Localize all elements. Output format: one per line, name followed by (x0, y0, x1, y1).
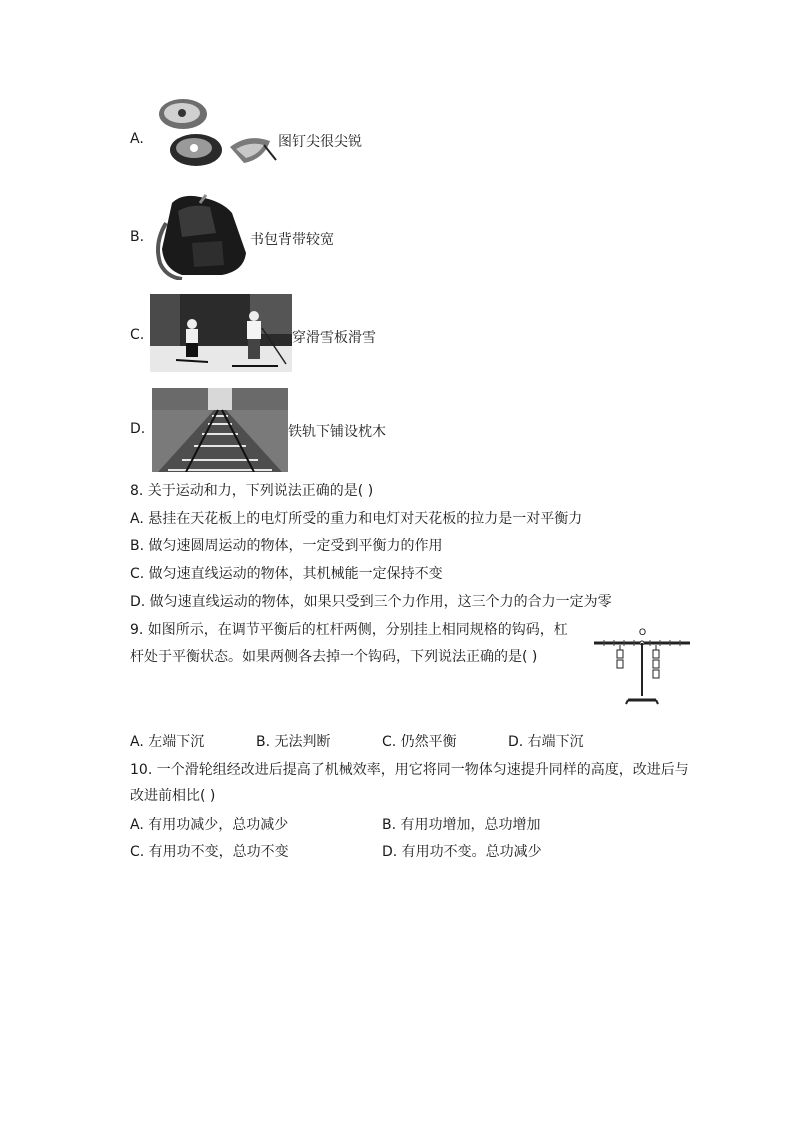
option-caption: 铁轨下铺设枕木 (288, 424, 386, 440)
option-c: C. 做匀速直线运动的物体，其机械能一定保持不变 (130, 566, 443, 582)
option-letter: D. (130, 421, 146, 437)
question-stem-line-2: 杆处于平衡状态。如果两侧各去掉一个钩码，下列说法正确的是( ) (130, 649, 538, 665)
option-c: C. 仍然平衡 (382, 734, 457, 750)
lever-balance-figure (590, 626, 694, 706)
option-letter: C. (130, 327, 145, 343)
thumbtack-photo-icon (152, 97, 278, 171)
option-b: B. 有用功增加，总功增加 (382, 817, 541, 833)
backpack-photo-icon (152, 193, 250, 280)
fulcrum-label: O (639, 627, 647, 637)
question-stem: 8. 关于运动和力，下列说法正确的是( ) (130, 483, 374, 499)
option-caption: 书包背带较宽 (250, 232, 334, 248)
question-stem-line-2: 改进前相比( ) (130, 788, 216, 804)
option-b: B. 无法判断 (256, 734, 331, 750)
option-c: C. 有用功不变，总功不变 (130, 844, 289, 860)
skiers-photo-icon (150, 294, 292, 372)
option-d: D. 有用功不变。总功减少 (382, 844, 542, 860)
option-a: A. 有用功减少，总功减少 (130, 817, 289, 833)
option-caption: 图钉尖很尖锐 (278, 134, 362, 150)
question-stem-line-1: 10. 一个滑轮组经改进后提高了机械效率，用它将同一物体匀速提升同样的高度，改进后与 (130, 762, 689, 778)
option-letter: B. (130, 229, 145, 245)
option-caption: 穿滑雪板滑雪 (292, 330, 376, 346)
question-stem-line-1: 9. 如图所示，在调节平衡后的杠杆两侧，分别挂上相同规格的钩码，杠 (130, 622, 568, 638)
option-letter: A. (130, 131, 144, 147)
option-d: D. 右端下沉 (508, 734, 584, 750)
option-a: A. 左端下沉 (130, 734, 205, 750)
option-d: D. 做匀速直线运动的物体，如果只受到三个力作用，这三个力的合力一定为零 (130, 594, 612, 610)
option-a: A. 悬挂在天花板上的电灯所受的重力和电灯对天花板的拉力是一对平衡力 (130, 511, 583, 527)
railway-photo-icon (152, 388, 288, 472)
option-b: B. 做匀速圆周运动的物体，一定受到平衡力的作用 (130, 538, 443, 554)
